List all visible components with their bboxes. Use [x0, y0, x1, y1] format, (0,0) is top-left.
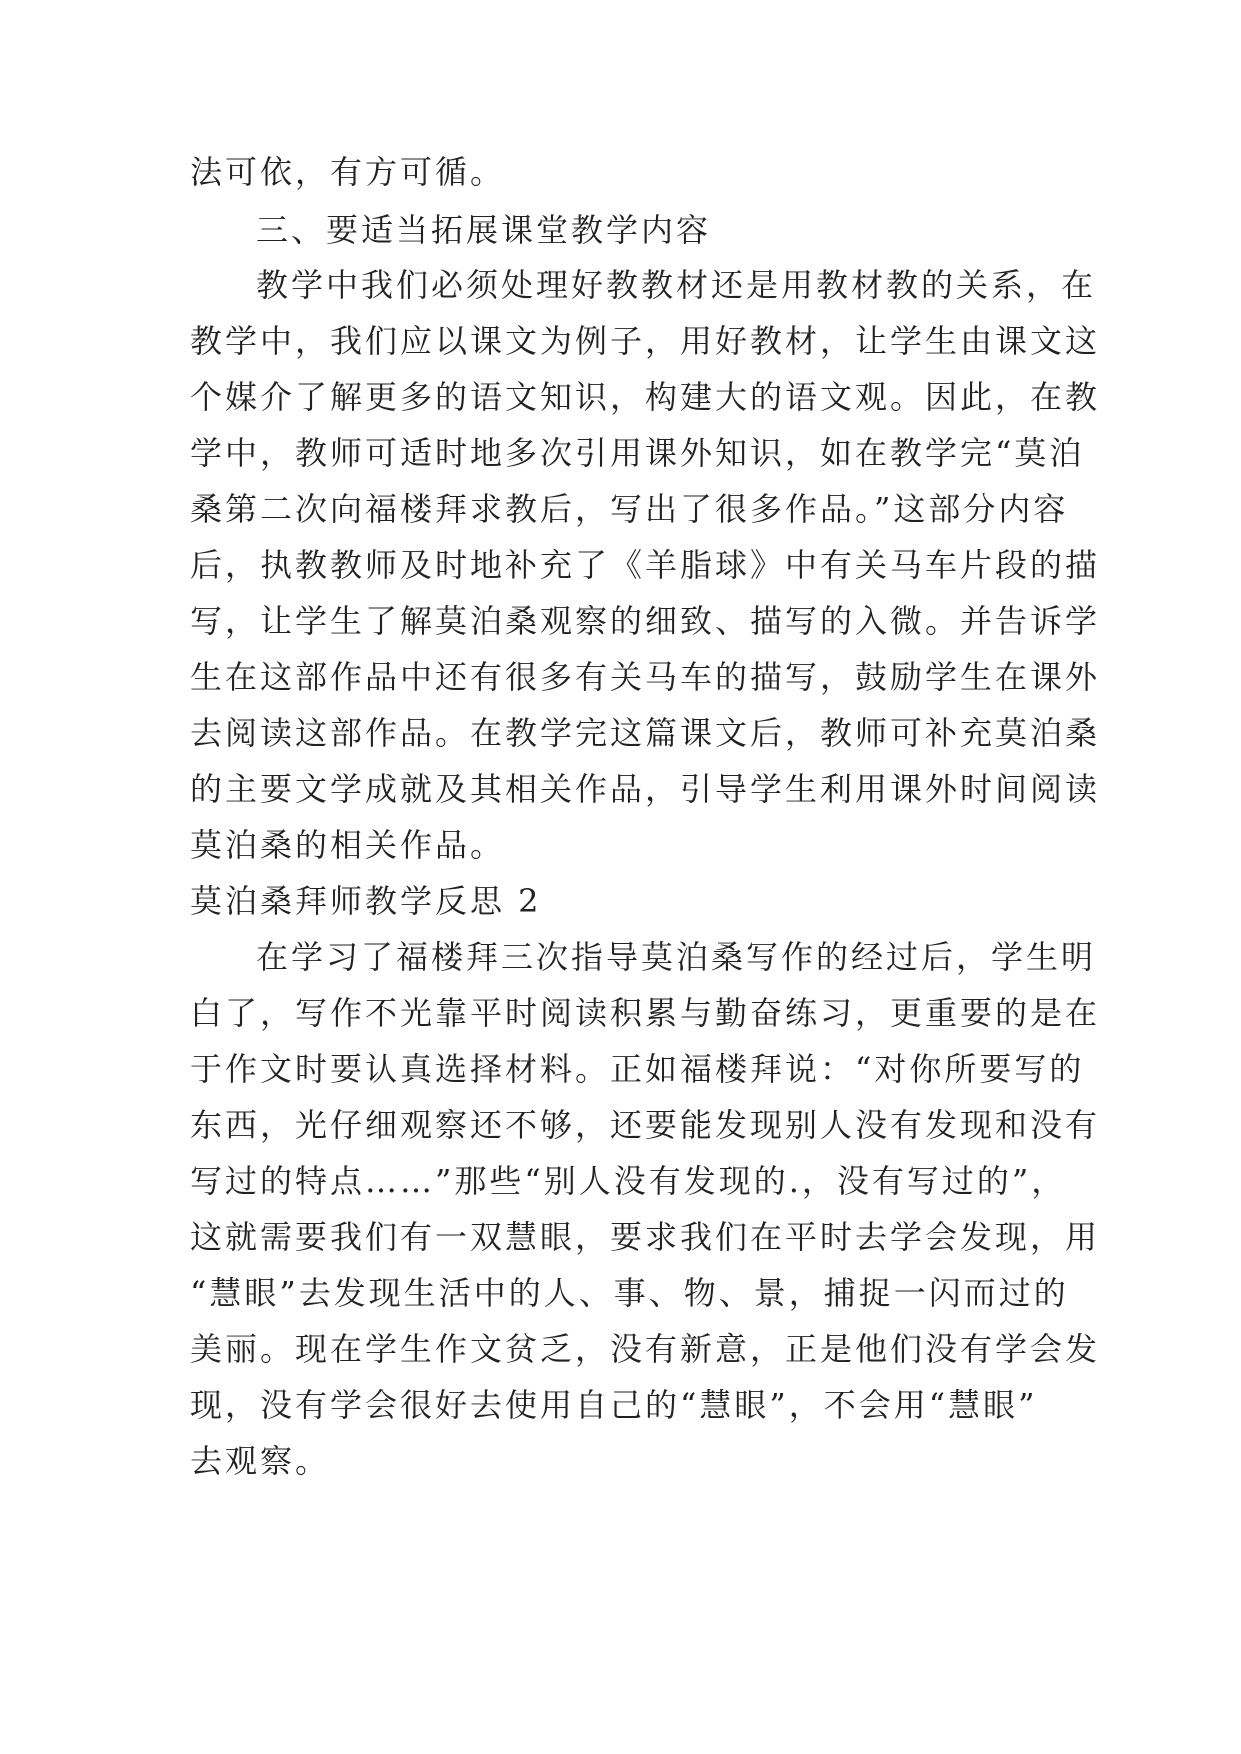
text-line: 美丽。现在学生作文贫乏，没有新意，正是他们没有学会发 — [190, 1330, 1101, 1368]
article-title: 莫泊桑拜师教学反思 2 — [190, 882, 542, 920]
text-line: 学中，教师可适时地多次引用课外知识，如在教学完“莫泊 — [190, 434, 1085, 472]
text-line: 个媒介了解更多的语文知识，构建大的语文观。因此，在教 — [190, 378, 1101, 416]
text-line: 写，让学生了解莫泊桑观察的细致、描写的入微。并告诉学 — [190, 602, 1101, 640]
text-line: 白了，写作不光靠平时阅读积累与勤奋练习，更重要的是在 — [190, 994, 1101, 1032]
text-line: 现，没有学会很好去使用自己的“慧眼”，不会用“慧眼” — [190, 1386, 1038, 1424]
text-line: 莫泊桑的相关作品。 — [190, 826, 506, 864]
text-line: 后，执教教师及时地补充了《羊脂球》中有关马车片段的描 — [190, 546, 1101, 584]
text-line: 生在这部作品中还有很多有关马车的描写，鼓励学生在课外 — [190, 658, 1101, 696]
text-line: 去阅读这部作品。在教学完这篇课文后，教师可补充莫泊桑 — [190, 714, 1101, 752]
text-line: 在学习了福楼拜三次指导莫泊桑写作的经过后，学生明 — [256, 938, 1097, 976]
text-line: 去观察。 — [190, 1442, 331, 1480]
text-line: 法可依，有方可循。 — [190, 153, 506, 191]
text-line: 于作文时要认真选择材料。正如福楼拜说：“对你所要写的 — [190, 1050, 1085, 1088]
section-heading: 三、要适当拓展课堂教学内容 — [256, 211, 712, 249]
text-line: 这就需要我们有一双慧眼，要求我们在平时去学会发现，用 — [190, 1218, 1101, 1256]
text-line: “慧眼”去发现生活中的人、事、物、景，捕捉一闪而过的 — [190, 1274, 1069, 1312]
text-line: 的主要文学成就及其相关作品，引导学生利用课外时间阅读 — [190, 770, 1101, 808]
text-line: 教学中我们必须处理好教教材还是用教材教的关系，在 — [256, 266, 1097, 304]
text-line: 桑第二次向福楼拜求教后，写出了很多作品。”这部分内容 — [190, 490, 1069, 528]
text-line: 写过的特点……”那些“别人没有发现的.，没有写过的”， — [190, 1162, 1067, 1200]
text-line: 教学中，我们应以课文为例子，用好教材，让学生由课文这 — [190, 322, 1101, 360]
text-line: 东西，光仔细观察还不够，还要能发现别人没有发现和没有 — [190, 1106, 1101, 1144]
